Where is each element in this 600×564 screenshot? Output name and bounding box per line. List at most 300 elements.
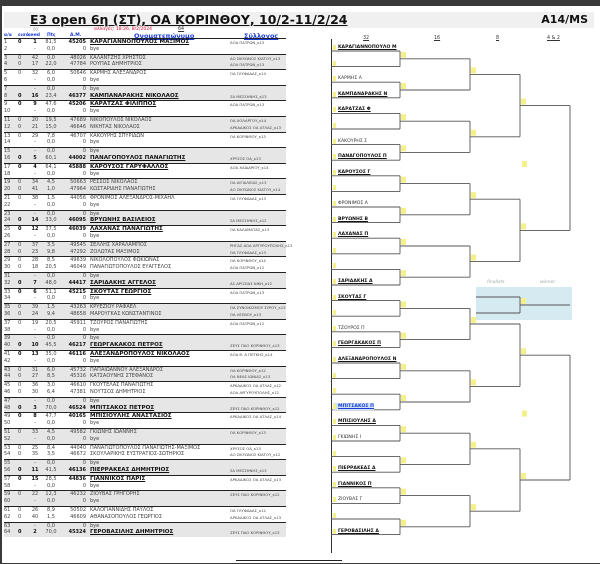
cell-no: 5 (4, 70, 8, 77)
cell-pts: 3,5 (47, 451, 55, 458)
cell-am: 44836 (68, 475, 86, 482)
cell-pts: 28,5 (45, 475, 57, 482)
cell-club: ΑΡΚΑΔΙΚΟΣ ΟΑ ΑΤΛΑΣ_κ13 (230, 514, 282, 520)
cell-seed: - (34, 482, 36, 489)
round-header-16: 16 (434, 36, 441, 41)
cell-no: 15 (4, 148, 11, 155)
cell-name: ΑΛΕΞΑΝΔΡΟΠΟΥΛΟΣ ΝΙΚΟΛΑΟΣ (90, 351, 190, 357)
cell-no: 35 (4, 304, 11, 311)
cell-pts: 8,4 (47, 444, 55, 451)
cell-club: ΖΕΥΣ ΠΑΟ ΚΟΡΙΝΘΟΥ_κ13 (230, 530, 280, 536)
cell-no: 63 (4, 522, 11, 529)
cell-am: 44417 (68, 279, 86, 286)
cell-seed: - (34, 77, 36, 83)
cell-no: 62 (4, 513, 11, 520)
cell-seed: 23 (31, 248, 39, 255)
footer-line (236, 560, 342, 564)
cell-seed: 16 (31, 92, 39, 99)
bracket-slot (333, 184, 338, 191)
cell-name: bye (90, 77, 100, 83)
cell-ent: 0 (18, 366, 22, 373)
cell-no: 20 (4, 186, 11, 193)
page-title: Ε3 open 6η (ΣΤ), ΟΑ ΚΟΡΙΝΘΟΥ, 10/2-11/2/24 (30, 12, 348, 27)
cell-pts: 0,0 (47, 357, 55, 364)
round-header-8: 8 (496, 36, 500, 41)
cell-no: 13 (4, 132, 11, 139)
cell-club: ΑΟΑ ΧΑΪΔΑΡΙΟΥ_κ14 (230, 164, 269, 170)
cell-name: bye (90, 460, 100, 467)
cell-ent: 0 (18, 264, 22, 271)
cell-no: 29 (4, 257, 11, 264)
bracket-slot: ΛΑΧΑΝΑΣ Π (333, 231, 368, 238)
cell-no: 28 (4, 248, 11, 255)
cell-pts: 81,5 (45, 39, 57, 45)
cell-seed: - (34, 420, 36, 427)
cell-club: ΡΗΓΑΣ ΑΟΑ ΑΡΓΥΡΟΥΠΟΛΗΣ_κ13 (230, 242, 293, 248)
cell-pts: 0,0 (47, 45, 55, 52)
cell-pts: 1,5 (47, 304, 55, 311)
cell-seed: - (34, 148, 36, 155)
cell-name: ΜΠΙΤΣΑΚΟΣ ΠΕΤΡΟΣ (90, 404, 155, 411)
cell-name: bye (90, 45, 100, 52)
cell-name: bye (90, 295, 100, 302)
cell-seed: 24 (31, 311, 39, 317)
cell-am: 46646 (70, 123, 86, 130)
cell-am: 0 (82, 522, 86, 529)
cell-seed: 21 (31, 123, 39, 130)
cell-am: 46136 (68, 467, 86, 473)
cell-name: ΖΟΛΩΤΑΣ ΜΑΞΙΜΟΣ (90, 248, 140, 255)
cell-pts: 8,9 (47, 507, 55, 513)
cell-name: ΣΕΛΛΗΣ ΧΑΡΑΛΑΜΠΟΣ (90, 241, 147, 248)
cell-ent: 0 (18, 444, 22, 451)
cell-seed: 33 (31, 429, 39, 435)
cell-name: ΤΖΟΥΡΟΣ ΠΑΝΑΓΙΩΤΗΣ (90, 319, 148, 326)
cell-seed: - (34, 522, 36, 529)
cell-am: 49545 (70, 241, 86, 248)
table-row (4, 217, 286, 225)
table-row (4, 124, 286, 132)
cell-seed: 11 (31, 467, 39, 473)
cell-ent: 0 (18, 54, 22, 61)
table-row (4, 233, 286, 241)
bracket-slot: ΣΑΡΙΔΑΚΗΣ Α (333, 278, 373, 285)
cell-seed: 32 (31, 70, 39, 77)
cell-no: 2 (4, 45, 8, 52)
cell-seed: - (34, 139, 36, 146)
table-row (4, 327, 286, 335)
cell-ent: 0 (18, 241, 22, 248)
cell-pts: 4,5 (47, 429, 55, 435)
cell-club: ΟΑ ΚΑΛΑΜΑΤΑΣ_κ13 (230, 227, 270, 233)
table-row (4, 529, 286, 537)
cell-no: 39 (4, 335, 11, 342)
cell-seed: - (34, 108, 36, 115)
cell-name: ΠΑΠΑΪΩΑΝΝΟΥ ΑΛΕΞΑΝΔΡΟΣ (90, 366, 163, 373)
cell-name: bye (90, 435, 100, 442)
cell-pts: 0,0 (47, 233, 55, 239)
cell-club: ΑΟΑ ΠΑΤΡΩΝ_κ13 (230, 40, 265, 45)
cell-club: ΣΑ ΜΕΣΣΗΝΗΣ_κ13 (230, 93, 267, 99)
cell-pts: 1,0 (47, 186, 55, 193)
cell-seed: 40 (31, 513, 39, 520)
cell-seed: - (34, 498, 36, 505)
cell-club: ΧΡΥΣΟΣ ΟΑ_κ13 (230, 445, 261, 451)
cell-club: ΑΡΚΑΔΙΚΟΣ ΟΑ ΑΤΛΑΣ_κ13 (230, 476, 282, 482)
cell-club: ΑΟΑ ΑΡΓΥΡΟΥΠΟΛΗΣ_κ12 (230, 390, 279, 395)
cell-ent: 0 (18, 288, 22, 295)
table-row (4, 451, 286, 459)
bracket-slot: ΦΡΟΝΙΜΟΣ Α (333, 200, 368, 207)
cell-no: 44 (4, 373, 11, 380)
cell-pts: 70,0 (45, 404, 57, 411)
cell-am: 0 (82, 108, 86, 115)
cell-am: 46524 (68, 404, 86, 411)
cell-ent: 0 (18, 101, 22, 108)
cell-am: 0 (82, 335, 86, 342)
cell-am: 46116 (68, 351, 86, 357)
cell-no: 9 (4, 101, 8, 108)
cell-pts: 22,0 (45, 61, 57, 68)
cell-seed: 42 (31, 54, 39, 61)
cell-club: ΑΟΑ ΠΑΤΡΩΝ_κ13 (230, 289, 265, 295)
final-box (476, 287, 572, 320)
bracket-slot: ΑΛΕΞΑΝΔΡΟΠΟΥΛΟΣ Ν (333, 356, 397, 363)
cell-name: bye (90, 357, 100, 364)
cell-name: ΣΚΟΥΤΑΣ ΓΕΩΡΓΙΟΣ (90, 288, 152, 295)
cell-pts: 9,8 (47, 248, 55, 255)
cell-name: ΠΑΝΑΓΟΠΟΥΛΟΣ ΠΑΝΑΓΙΩΤΗΣ (90, 155, 186, 161)
table-row (4, 139, 286, 147)
table-row (4, 264, 286, 272)
cell-name: ΒΡΥΩΝΗΣ ΒΑΣΙΛΕΙΟΣ (90, 217, 156, 224)
cell-no: 59 (4, 491, 11, 498)
cell-seed: 39 (31, 304, 39, 311)
cell-pts: 47,7 (45, 413, 57, 420)
cell-pts: 0,0 (47, 77, 55, 83)
cell-seed: 28 (31, 257, 39, 264)
cell-pts: 23,4 (45, 92, 57, 99)
cell-pts: 20,5 (45, 319, 57, 326)
cell-ent: 0 (18, 373, 22, 380)
col-header-entry: εισό (18, 33, 29, 38)
cell-am: 46672 (70, 451, 86, 458)
cell-club: ΟΑ ΓΛΥΦΑΔΑΣ_κ13 (230, 249, 266, 255)
cell-pts: 0,0 (47, 139, 55, 146)
cell-name: bye (90, 273, 100, 279)
bracket-slot: ΜΠΙΤΣΑΚΟΣ Π (333, 403, 374, 410)
bracket-slot (333, 247, 338, 254)
bracket-slot: ΚΑΡΑΤΖΑΣ Φ (333, 106, 371, 113)
cell-am: 0 (82, 45, 86, 52)
cell-pts: 7,8 (47, 132, 55, 139)
cell-ent: 0 (18, 226, 22, 233)
cell-no: 48 (4, 404, 11, 411)
cell-club: ΑΟ ΣΙΚΥΩΝΟΣ ΚΙΑΤΟΥ_κ12 (230, 452, 281, 458)
cell-pts: 12,3 (45, 491, 57, 498)
cell-no: 4 (4, 61, 8, 68)
cell-no: 38 (4, 326, 11, 333)
small-label: 00 (33, 27, 39, 32)
cell-am: 46377 (68, 92, 86, 99)
bracket-slot (333, 262, 338, 269)
cell-pts: 19,5 (45, 117, 57, 123)
cell-am: 0 (82, 326, 86, 333)
cell-seed: 2 (33, 529, 37, 536)
cell-no: 50 (4, 420, 11, 427)
cell-name: ΚΑΤΣΑΟΥΝΗΣ ΣΤΕΦΑΝΟΣ (90, 373, 154, 380)
cell-name: ΠΑΝΑΓΙΩΤΟΠΟΥΛΟΣ ΕΥΑΓΓΕΛΟΣ (90, 264, 172, 271)
cell-ent: 0 (18, 507, 22, 513)
bracket-slot (333, 309, 338, 316)
bracket-slot: ΚΑΜΠΑΝΑΡΑΚΗΣ Ν (333, 91, 387, 98)
cell-am: 46232 (70, 491, 86, 498)
cell-name: ΚΩΣΤΑΡΙΔΗΣ ΠΑΝΑΓΙΩΤΗΣ (90, 186, 156, 193)
bracket-slot: ΚΑΡΟΥΣΟΣ Γ (333, 169, 370, 176)
cell-name: ΚΑΚΟΥΡΗΣ ΣΠΥΡΙΔΩΝ (90, 132, 144, 139)
cell-am: 0 (82, 397, 86, 404)
cell-seed: - (34, 357, 36, 364)
cell-ent: 0 (18, 92, 22, 99)
cell-ent: 0 (18, 70, 22, 77)
cell-am: 45206 (68, 101, 86, 108)
cell-club: ΟΑ ΝΕΑΣ ΙΩΝΙΑΣ_κ13 (230, 374, 271, 380)
cell-am: 47784 (70, 61, 86, 68)
cell-pts: 35,0 (45, 351, 57, 357)
cell-no: 52 (4, 435, 11, 442)
cell-name: bye (90, 482, 100, 489)
cell-seed: 9 (33, 101, 37, 108)
category-label: A14/MS (541, 13, 588, 26)
cell-am: 45888 (68, 163, 86, 170)
cell-am: 46610 (70, 382, 86, 389)
cell-seed: - (34, 201, 36, 208)
cell-ent: 0 (18, 311, 22, 317)
cell-name: ΜΠΙΣΙΟΥΛΗΣ ΑΝΑΣΤΑΣΙΟΣ (90, 413, 172, 420)
cell-club: ΖΕΥΣ ΠΑΟ ΚΟΡΙΝΘΟΥ_κ12 (230, 405, 280, 411)
cell-pts: 70,0 (45, 529, 57, 536)
bracket-slot: ΓΕΡΟΒΑΣΙΛΗΣ Δ (333, 528, 379, 535)
cell-name: ΛΑΧΑΝΑΣ ΠΑΝΑΓΙΩΤΗΣ (90, 226, 163, 233)
cell-no: 24 (4, 217, 11, 224)
col-header-no: α/α (4, 33, 12, 38)
cell-am: 44040 (70, 444, 86, 451)
cell-name: ΣΑΡΙΔΑΚΗΣ ΑΓΓΕΛΟΣ (90, 279, 156, 286)
cell-name: bye (90, 397, 100, 404)
cell-club: ΖΕΥΣ ΠΑΟ ΚΟΡΙΝΘΟΥ_κ12 (230, 492, 280, 498)
table-row (4, 280, 286, 288)
cell-club: ΟΑ ΛΕΣΒΟΥ_κ13 (230, 312, 262, 317)
cell-seed: - (34, 397, 36, 404)
cell-pts: 1,5 (47, 195, 55, 201)
table-row (4, 514, 286, 522)
cell-seed: 4 (33, 163, 37, 170)
table-row (4, 389, 286, 397)
table-row (4, 483, 286, 491)
cell-am: 48658 (70, 311, 86, 317)
cell-pts: 1,5 (47, 513, 55, 520)
cell-no: 21 (4, 195, 11, 201)
cell-no: 10 (4, 108, 11, 115)
cell-pts: 0,0 (47, 397, 55, 404)
cell-name: bye (90, 420, 100, 427)
cell-ent: 0 (18, 163, 22, 170)
cell-am: 46609 (70, 513, 86, 520)
cell-club: ΑΟΑ ΠΑΤΡΩΝ_κ13 (230, 102, 265, 108)
cell-no: 61 (4, 507, 11, 513)
cell-club: ΑΡΚΑΔΙΚΟΣ ΟΑ ΑΤΛΑΣ_κ12 (230, 383, 282, 389)
cell-name: bye (90, 498, 100, 505)
cell-seed: 17 (31, 61, 39, 68)
cell-seed: - (34, 233, 36, 239)
bracket-slot (333, 122, 338, 129)
cell-seed: - (34, 460, 36, 467)
cell-pts: 3,0 (47, 382, 55, 389)
cell-ent: 0 (18, 342, 22, 349)
cell-pts: 37,5 (45, 226, 57, 233)
cell-am: 47689 (70, 117, 86, 123)
cell-ent: 0 (18, 513, 22, 520)
cell-name: ΡΕΣΣΟΣ ΝΙΚΟΛΑΟΣ (90, 179, 138, 186)
cell-no: 16 (4, 155, 11, 161)
cell-no: 12 (4, 123, 11, 130)
cell-pts: 47,6 (45, 101, 57, 108)
cell-seed: 41 (31, 186, 39, 193)
cell-no: 54 (4, 451, 11, 458)
cell-pts: 4,5 (47, 179, 55, 186)
cell-seed: - (34, 45, 36, 52)
cell-club: ΑΡΚΑΔΙΚΟΣ ΟΑ ΑΤΛΑΣ_κ14 (230, 414, 282, 420)
bracket-slot (333, 372, 338, 379)
cell-seed: 35 (31, 451, 39, 458)
cell-name: ΓΚΟΥΤΕΛΑΣ ΠΑΝΑΓΙΩΤΗΣ (90, 382, 154, 389)
table-row (4, 61, 286, 69)
cell-club: ΟΑ ΓΛΥΦΑΔΑΣ_κ14 (230, 71, 266, 77)
cell-no: 56 (4, 467, 11, 473)
cell-ent: 0 (18, 279, 22, 286)
cell-seed: 12 (31, 226, 39, 233)
cell-am: 50663 (70, 179, 86, 186)
bracket-slot: ΜΠΙΣΙΟΥΛΗΣ Α (333, 418, 376, 425)
cell-club: ΟΑ ΓΛΥΦΑΔΑΣ_κ13 (230, 196, 266, 201)
cell-no: 47 (4, 397, 11, 404)
cell-name: bye (90, 210, 100, 217)
cell-no: 33 (4, 288, 11, 295)
cell-club: ΑΟΑ ΠΑΤΡΩΝ_κ13 (230, 62, 265, 68)
cell-ent: 0 (18, 257, 22, 264)
cell-seed: - (34, 435, 36, 442)
cell-no: 55 (4, 460, 11, 467)
cell-pts: 64,1 (45, 163, 57, 170)
cell-am: 40165 (68, 413, 86, 420)
cell-name: ΚΑΡΑΓΙΑΝΝΟΠΟΥΛΟΣ ΜΑΞΙΜΟΣ (90, 39, 190, 45)
cell-seed: 14 (31, 217, 39, 224)
cell-ent: 0 (18, 389, 22, 395)
cell-no: 17 (4, 163, 11, 170)
cell-name: bye (90, 233, 100, 239)
bracket-slot: ΓΙΑΝΝΙΚΟΣ Π (333, 481, 372, 488)
cell-club: ΑΣ ΔΡΟΣΙΑΣ ΝΙΚΗ_κ12 (230, 280, 273, 286)
cell-club: ΖΕΥΣ ΠΑΟ ΚΟΡΙΝΘΟΥ_κ13 (230, 343, 280, 349)
cell-ent: 0 (18, 61, 22, 68)
cell-pts: 20,5 (45, 264, 57, 271)
cell-pts: 0,0 (47, 54, 55, 61)
table-row (4, 311, 286, 319)
bracket-slot: ΓΚΙΩΝΗΣ Ι (333, 434, 361, 441)
cell-pts: 15,0 (45, 123, 57, 130)
bracket-slot: ΤΖΟΥΡΟΣ Π (333, 325, 365, 332)
cell-no: 45 (4, 382, 11, 389)
col-header-seed: seed (28, 33, 41, 38)
cell-name: ΖΙΟΥΒΑΣ ΓΡΗΓΟΡΗΣ (90, 491, 140, 498)
cell-name: ΚΡΥΕΖΙΟΥ ΡΑΦΑΕΛ (90, 304, 137, 311)
cell-pts: 0,0 (47, 482, 55, 489)
cell-no: 18 (4, 170, 11, 177)
cell-no: 58 (4, 482, 11, 489)
cell-name: ΚΑΜΠΑΝΑΡΑΚΗΣ ΝΙΚΟΛΑΟΣ (90, 92, 179, 99)
cell-seed: 22 (31, 491, 39, 498)
table-row (4, 46, 286, 54)
table-row (4, 436, 286, 444)
cell-no: 14 (4, 139, 11, 146)
cell-no: 26 (4, 233, 11, 239)
table-row (4, 77, 286, 85)
cell-ent: 0 (18, 351, 22, 357)
cell-am: 0 (82, 77, 86, 83)
cell-club: ΟΑ ΓΛΥΦΑΔΑΣ_κ12 (230, 508, 266, 513)
cell-seed: 19 (31, 319, 39, 326)
table-row (4, 171, 286, 179)
cell-name: ΓΚΙΩΝΗΣ ΙΩΑΝΝΗΣ (90, 429, 137, 435)
cell-no: 53 (4, 444, 11, 451)
cell-no: 36 (4, 311, 11, 317)
cell-pts: 0,0 (47, 148, 55, 155)
cell-ent: 0 (18, 132, 22, 139)
cell-no: 22 (4, 201, 11, 208)
col-header-points: Πtς (47, 33, 56, 38)
cell-seed: 1 (33, 39, 37, 45)
cell-seed: - (34, 210, 36, 217)
cell-seed: 8 (33, 413, 37, 420)
cell-name: ΜΑΡΟΥΓΚΑΣ ΚΩΝΣΤΑΝΤΙΝΟΣ (90, 311, 162, 317)
bracket-slot (333, 60, 338, 67)
cell-pts: 0,0 (47, 522, 55, 529)
cell-ent: 0 (18, 195, 22, 201)
table-row (4, 420, 286, 428)
col-header-am: Α.Μ. (70, 33, 82, 38)
cell-no: 8 (4, 92, 8, 99)
cell-am: 45316 (70, 373, 86, 380)
cell-seed: 31 (31, 366, 39, 373)
cell-ent: 0 (18, 179, 22, 186)
cell-name: ΣΚΟΥΛΑΡΙΚΗΣ ΕΥΣΤΡΑΤΙΟΣ-ΣΩΤΗΡΙΟΣ (90, 451, 185, 458)
cell-club: ΑΟΑ ΠΑΤΡΩΝ_κ12 (230, 320, 265, 326)
cell-am: 0 (82, 420, 86, 427)
cell-am: 45324 (68, 529, 86, 536)
cell-seed: - (34, 335, 36, 342)
cell-no: 27 (4, 241, 11, 248)
cell-ent: 0 (18, 413, 22, 420)
cell-pts: 6,0 (47, 70, 55, 77)
cell-seed: 6 (33, 288, 37, 295)
cell-seed: 18 (31, 264, 39, 271)
cell-ent: 0 (18, 451, 22, 458)
cell-am: 44002 (68, 155, 86, 161)
cell-pts: 0,0 (47, 295, 55, 302)
bracket-slot: ΚΑΚΟΥΡΗΣ Σ (333, 138, 367, 145)
cell-no: 31 (4, 273, 11, 279)
cell-am: 0 (82, 85, 86, 92)
